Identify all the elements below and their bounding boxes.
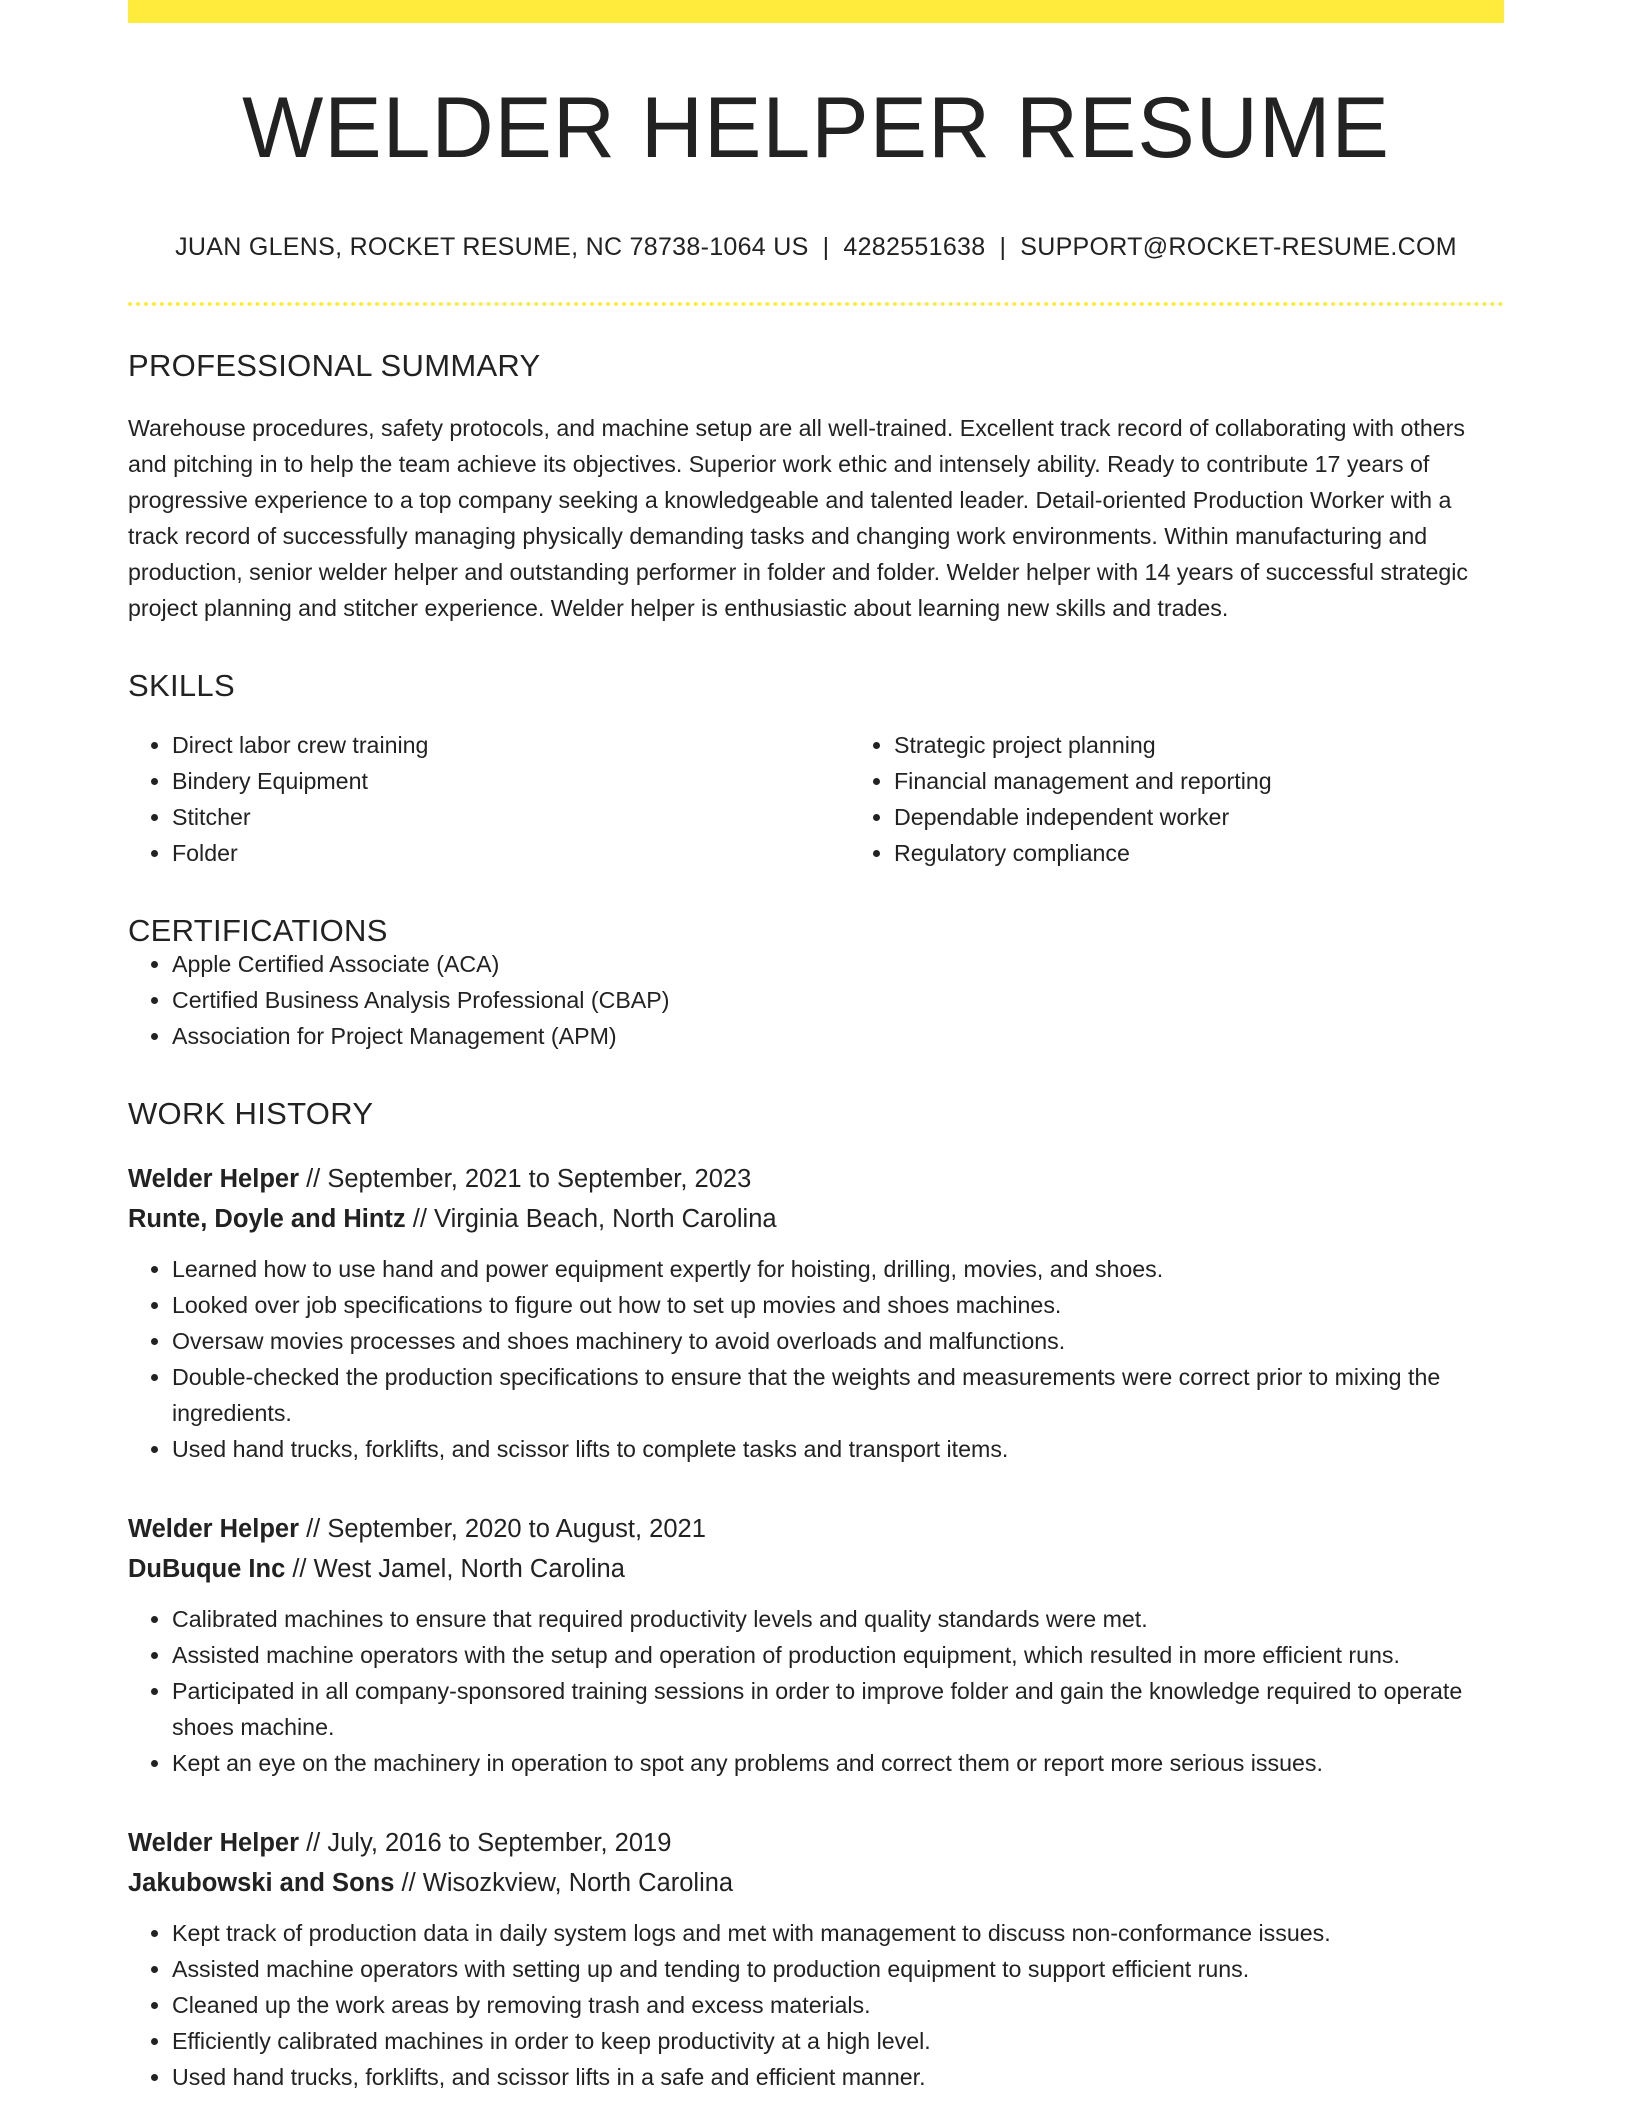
job-location: West Jamel, North Carolina xyxy=(313,1555,625,1583)
job-duty: • Used hand trucks, forklifts, and scissor lifts to complete tasks and transport items. xyxy=(172,1431,1504,1467)
dotted-divider xyxy=(128,302,1504,306)
job-duty: • Participated in all company-sponsored training sessions in order to improve folder and gain the knowledge required to operate shoes machine. xyxy=(172,1673,1504,1745)
skill-item: • Stitcher xyxy=(172,799,850,835)
job-duty: • Cleaned up the work areas by removing trash and excess materials. xyxy=(172,1987,1504,2023)
section-heading-work-history: WORK HISTORY xyxy=(128,1096,374,1131)
skill-item: • Strategic project planning xyxy=(894,727,1504,763)
resume-title: WELDER HELPER RESUME xyxy=(242,80,1390,176)
summary-text: Warehouse procedures, safety protocols, and machine setup are all well-trained. Excellent track record of collaborating with others and pitching in to help the team achieve its objectives. Superior work ethic and intensely ability. Ready to contribute 17 years of progressive experience to a top company seeking a knowledgeable and talented leader. Detail-oriented Production Worker with a track record of successfully managing physically demanding tasks and changing work environments. Within manufacturing and production, senior welder helper and outstanding performer in folder and folder. Welder helper with 14 years of successful strategic project planning and stitcher experience. Welder helper is enthusiastic about learning new skills and trades. xyxy=(128,415,1469,621)
job-location: Wisozkview, North Carolina xyxy=(422,1869,734,1897)
job-duties-list xyxy=(128,1251,1504,1467)
job-role: Welder Helper xyxy=(128,1515,300,1543)
resume-page xyxy=(128,0,1504,2095)
job-title-line xyxy=(128,1159,1504,1199)
job-separator: // xyxy=(405,1205,435,1233)
section-heading-certifications: CERTIFICATIONS xyxy=(128,913,388,948)
certifications-list xyxy=(128,946,1504,1054)
certification-item: • Association for Project Management (APM) xyxy=(172,1018,1504,1054)
contact-line xyxy=(128,233,1504,262)
skill-item: • Regulatory compliance xyxy=(894,835,1504,871)
job-entry xyxy=(128,1823,1504,2095)
job-separator: // xyxy=(285,1555,314,1583)
job-company-line xyxy=(128,1549,1504,1589)
certification-item: • Apple Certified Associate (ACA) xyxy=(172,946,1504,982)
job-duty: • Looked over job specifications to figure out how to set up movies and shoes machines. xyxy=(172,1287,1504,1323)
skills-section xyxy=(128,670,1504,871)
job-dates: September, 2021 to September, 2023 xyxy=(327,1165,752,1193)
skill-item: • Direct labor crew training xyxy=(172,727,850,763)
job-duty: • Oversaw movies processes and shoes machinery to avoid overloads and malfunctions. xyxy=(172,1323,1504,1359)
job-duty: • Kept track of production data in daily system logs and met with management to discuss non-conformance issues. xyxy=(172,1915,1504,1951)
job-duty: • Kept an eye on the machinery in operation to spot any problems and correct them or report more serious issues. xyxy=(172,1745,1504,1781)
job-duties-list xyxy=(128,1915,1504,2095)
job-duty: • Double-checked the production specifications to ensure that the weights and measurements were correct prior to mixing the ingredients. xyxy=(172,1359,1504,1431)
section-heading-summary: PROFESSIONAL SUMMARY xyxy=(128,348,541,383)
skill-item: • Folder xyxy=(172,835,850,871)
contact-address: JUAN GLENS, ROCKET RESUME, NC 78738-1064 US xyxy=(175,233,809,261)
skills-grid xyxy=(128,727,1504,871)
job-role: Welder Helper xyxy=(128,1165,300,1193)
work-history-section xyxy=(128,1098,1504,2095)
contact-separator: | xyxy=(822,233,830,261)
job-duty: • Used hand trucks, forklifts, and scissor lifts in a safe and efficient manner. xyxy=(172,2059,1504,2095)
job-company-line xyxy=(128,1199,1504,1239)
skills-list-left xyxy=(128,727,850,871)
job-duty: • Learned how to use hand and power equipment expertly for hoisting, drilling, movies, and shoes. xyxy=(172,1251,1504,1287)
contact-separator: | xyxy=(999,233,1007,261)
skill-item: • Bindery Equipment xyxy=(172,763,850,799)
professional-summary-section xyxy=(128,350,1504,626)
accent-bar xyxy=(128,0,1504,23)
job-duty: • Efficiently calibrated machines in order to keep productivity at a high level. xyxy=(172,2023,1504,2059)
certification-item: • Certified Business Analysis Professional (CBAP) xyxy=(172,982,1504,1018)
job-separator: // xyxy=(299,1165,328,1193)
skill-item: • Financial management and reporting xyxy=(894,763,1504,799)
section-heading-skills: SKILLS xyxy=(128,668,235,703)
contact-email: SUPPORT@ROCKET-RESUME.COM xyxy=(1020,233,1457,261)
job-duties-list xyxy=(128,1601,1504,1781)
job-company: Runte, Doyle and Hintz xyxy=(128,1205,406,1233)
job-dates: September, 2020 to August, 2021 xyxy=(327,1515,706,1543)
job-duty: • Assisted machine operators with setting up and tending to production equipment to support efficient runs. xyxy=(172,1951,1504,1987)
job-location: Virginia Beach, North Carolina xyxy=(434,1205,777,1233)
job-title-line xyxy=(128,1823,1504,1863)
job-company: DuBuque Inc xyxy=(128,1555,286,1583)
skills-list-right xyxy=(850,727,1504,871)
job-entry xyxy=(128,1509,1504,1781)
job-separator: // xyxy=(394,1869,423,1897)
job-entry xyxy=(128,1159,1504,1467)
contact-phone: 4282551638 xyxy=(843,233,986,261)
job-separator: // xyxy=(299,1829,328,1857)
job-company: Jakubowski and Sons xyxy=(128,1869,395,1897)
job-title-line xyxy=(128,1509,1504,1549)
job-dates: July, 2016 to September, 2019 xyxy=(327,1829,672,1857)
job-company-line xyxy=(128,1863,1504,1903)
certifications-section xyxy=(128,915,1504,1054)
job-role: Welder Helper xyxy=(128,1829,300,1857)
skill-item: • Dependable independent worker xyxy=(894,799,1504,835)
job-duty: • Assisted machine operators with the setup and operation of production equipment, which resulted in more efficient runs. xyxy=(172,1637,1504,1673)
job-separator: // xyxy=(299,1515,328,1543)
job-duty: • Calibrated machines to ensure that required productivity levels and quality standards were met. xyxy=(172,1601,1504,1637)
